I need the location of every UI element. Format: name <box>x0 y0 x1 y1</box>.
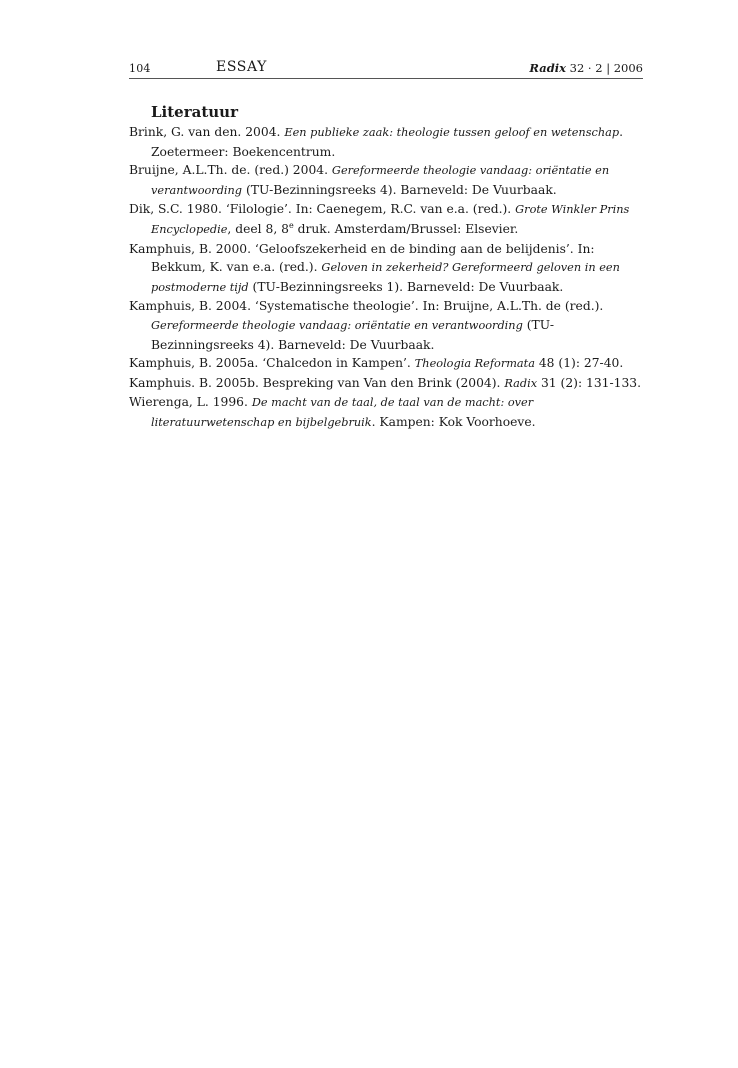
reference-list <box>129 123 643 433</box>
reference-text: (TU-Bezinningsreeks 1). Barneveld: De Vuurbaak. <box>248 279 564 294</box>
page-number: 104 <box>129 62 151 75</box>
reference-item <box>129 393 643 432</box>
page <box>129 58 643 433</box>
reference-text: , deel 8, 8 <box>227 221 289 236</box>
reference-item <box>129 161 643 200</box>
reference-title: Gereformeerde theologie vandaag: oriëntatie en verantwoording <box>151 164 610 197</box>
reference-item <box>129 240 643 298</box>
reference-title: Geloven in zekerheid? Gereformeerd geloven in een postmoderne tijd <box>151 261 620 294</box>
reference-text: Dik, S.C. 1980. ‘Filologie’. In: Caenegem, R.C. van e.a. (red.). <box>129 202 516 217</box>
running-header <box>129 58 643 79</box>
reference-title: Grote Winkler Prins Encyclopedie <box>151 203 630 236</box>
reference-item <box>129 123 643 161</box>
reference-text: Kamphuis, B. 2004. ‘Systematische theologie’. In: Bruijne, A.L.Th. de (red.). <box>129 299 604 314</box>
reference-text: Kamphuis, B. 2000. ‘Geloofszekerheid en de binding aan de belijdenis’. In: Bekkum, K. van e.a. (red.). <box>129 241 595 275</box>
reference-text: . Zoetermeer: Boekencentrum. <box>151 125 623 159</box>
reference-text: Brink, G. van den. 2004. <box>129 125 285 139</box>
reference-text: Kamphuis, B. 2005a. ‘Chalcedon in Kampen’. <box>129 356 415 371</box>
journal-issue: 32 · 2 | 2006 <box>565 61 643 75</box>
journal-name: Radix <box>529 61 566 75</box>
journal-info <box>529 61 643 75</box>
reference-item <box>129 354 643 374</box>
reference-text: druk. Amsterdam/Brussel: Elsevier. <box>293 221 519 236</box>
reference-title: Theologia Reformata <box>414 357 535 371</box>
superscript: e <box>288 220 294 230</box>
reference-title: Radix <box>504 376 538 390</box>
reference-text: 31 (2): 131-133. <box>537 375 642 390</box>
section-title: ESSAY <box>216 59 267 75</box>
reference-item <box>129 200 643 239</box>
reference-title: Gereformeerde theologie vandaag: oriëntatie en verantwoording <box>151 318 523 332</box>
reference-text: . Kampen: Kok Voorhoeve. <box>371 414 536 429</box>
reference-title: Een publieke zaak: theologie tussen geloof en wetenschap <box>284 126 620 139</box>
reference-text: Wierenga, L. 1996. <box>129 395 252 410</box>
reference-text: (TU-Bezinningsreeks 4). Barneveld: De Vuurbaak. <box>151 317 555 352</box>
reference-text: 48 (1): 27-40. <box>534 356 624 371</box>
reference-title: De macht van de taal, de taal van de macht: over literatuurwetenschap en bijbelgebruik <box>151 396 534 429</box>
reference-item <box>129 374 643 394</box>
reference-item <box>129 297 643 354</box>
reference-text: (TU-Bezinningsreeks 4). Barneveld: De Vuurbaak. <box>242 182 557 197</box>
reference-text: Bruijne, A.L.Th. de. (red.) 2004. <box>129 163 332 178</box>
reference-text: Kamphuis. B. 2005b. Bespreking van Van den Brink (2004). <box>129 375 505 390</box>
literature-heading: Literatuur <box>151 103 238 121</box>
